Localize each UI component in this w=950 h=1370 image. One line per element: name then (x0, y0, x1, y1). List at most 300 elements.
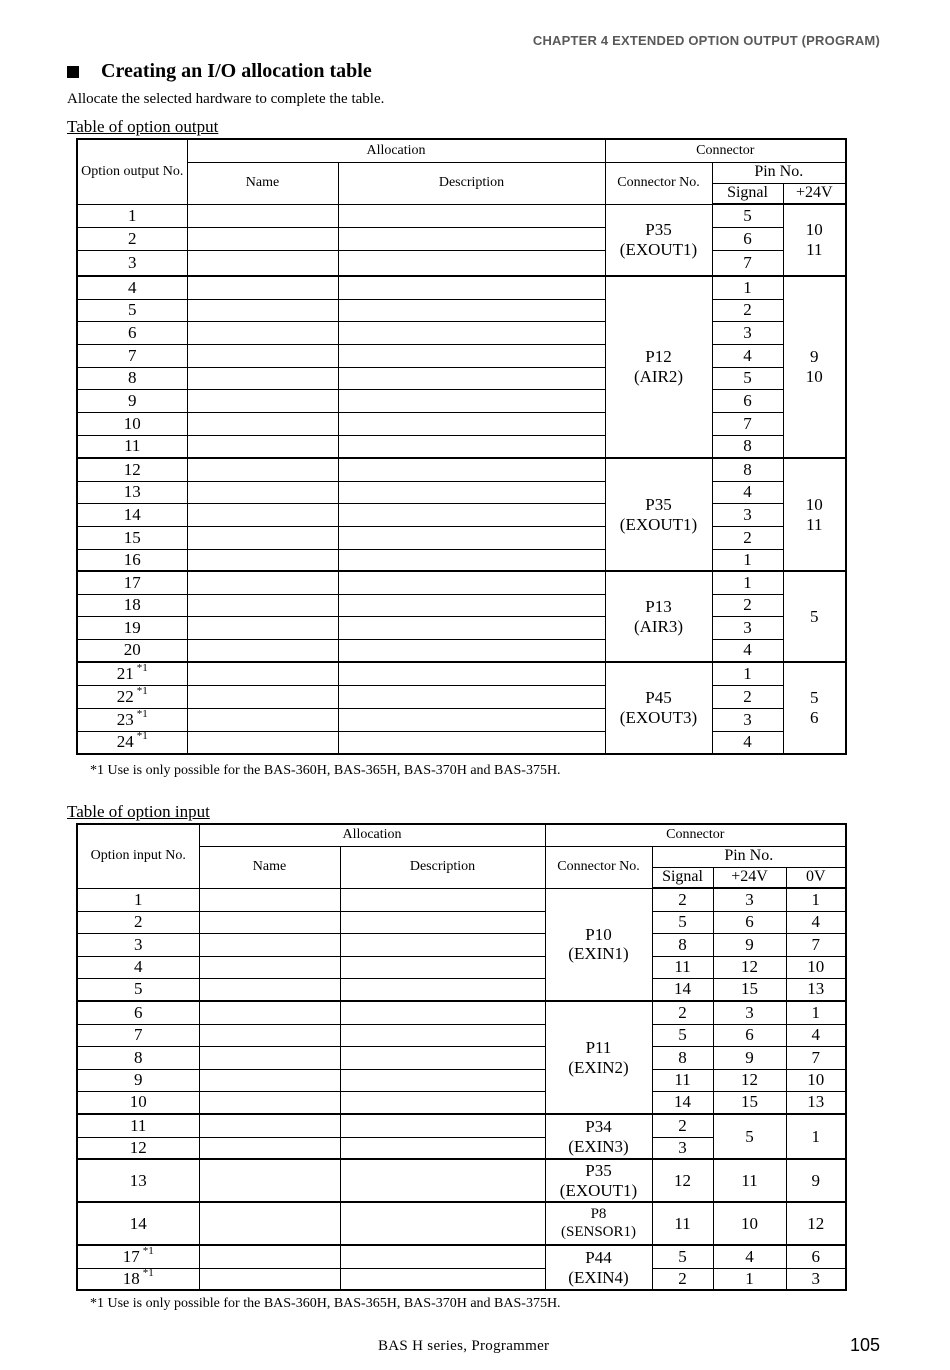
plus24v-pin: 10 (805, 367, 823, 386)
signal-pin-cell: 4 (712, 639, 783, 662)
name-cell[interactable] (199, 1046, 340, 1069)
signal-pin-cell: 5 (652, 1024, 713, 1046)
description-cell[interactable] (340, 911, 545, 933)
name-cell[interactable] (187, 685, 338, 708)
option-no-cell (77, 708, 187, 731)
table-row (77, 1091, 846, 1114)
zero-v-pin-cell: 1 (786, 888, 846, 911)
description-cell[interactable] (340, 1245, 545, 1268)
option-no: 14 (129, 1213, 147, 1233)
option-input-table (76, 823, 847, 1291)
description-cell[interactable] (338, 344, 605, 367)
plus24v-pin-cell (783, 204, 846, 276)
table-row (77, 571, 846, 594)
plus24v-pin-cell: 9 (713, 1046, 786, 1069)
name-cell[interactable] (187, 708, 338, 731)
table-row (77, 1268, 846, 1290)
connector-id: P11 (585, 1037, 612, 1057)
description-cell[interactable] (338, 367, 605, 389)
description-cell[interactable] (340, 1024, 545, 1046)
option-no-cell (77, 276, 187, 299)
header-connector-no: Connector No. (545, 846, 652, 888)
connector-id: P8 (590, 1206, 607, 1223)
description-cell[interactable] (340, 956, 545, 978)
footer-series: BAS H series, Programmer (378, 1338, 550, 1354)
table-row (77, 708, 846, 731)
plus24v-pin-cell: 6 (713, 911, 786, 933)
plus24v-pin-cell: 6 (713, 1024, 786, 1046)
plus24v-pin-cell: 11 (713, 1159, 786, 1202)
description-cell[interactable] (340, 1091, 545, 1114)
header-0v: 0V (786, 867, 846, 888)
option-no-cell (77, 978, 199, 1001)
signal-pin-cell: 4 (712, 481, 783, 503)
zero-v-pin-cell: 4 (786, 911, 846, 933)
signal-pin-cell: 6 (712, 227, 783, 250)
option-no: 17 (122, 1246, 140, 1266)
zero-v-pin-cell: 13 (786, 978, 846, 1001)
name-cell[interactable] (199, 1137, 340, 1159)
description-cell[interactable] (338, 458, 605, 481)
plus24v-pin-cell: 5 (713, 1114, 786, 1159)
description-cell[interactable] (340, 1202, 545, 1245)
name-cell[interactable] (199, 1069, 340, 1091)
signal-pin-cell: 11 (652, 956, 713, 978)
option-no: 18 (122, 1268, 140, 1288)
table-row (77, 616, 846, 639)
name-cell[interactable] (199, 1159, 340, 1202)
signal-pin-cell: 14 (652, 978, 713, 1001)
option-no-cell (77, 685, 187, 708)
description-cell[interactable] (340, 978, 545, 1001)
name-cell[interactable] (187, 299, 338, 321)
connector-label: (EXOUT3) (619, 708, 698, 727)
table-row (77, 276, 846, 299)
header-signal: Signal (712, 183, 783, 204)
signal-pin-cell: 8 (652, 1046, 713, 1069)
option-no: 6 (128, 322, 137, 342)
name-cell[interactable] (199, 888, 340, 911)
zero-v-pin-cell: 6 (786, 1245, 846, 1268)
option-no-cell (77, 911, 199, 933)
signal-pin-cell: 3 (712, 503, 783, 526)
zero-v-pin-cell: 4 (786, 1024, 846, 1046)
input-footnote: *1 Use is only possible for the BAS-360H, BAS-365H, BAS-370H and BAS-375H. (90, 1296, 561, 1311)
option-no: 18 (123, 595, 141, 615)
option-no-cell (77, 1114, 199, 1137)
zero-v-pin-cell: 10 (786, 1069, 846, 1091)
connector-label: (AIR2) (633, 367, 684, 386)
option-no: 1 (134, 889, 143, 909)
header-description: Description (338, 162, 605, 204)
option-no: 2 (128, 228, 137, 248)
plus24v-pin-cell (783, 276, 846, 458)
table-row (77, 481, 846, 503)
signal-pin-cell: 5 (712, 204, 783, 227)
option-no-cell (77, 1202, 199, 1245)
name-cell[interactable] (187, 526, 338, 549)
signal-pin-cell: 11 (652, 1202, 713, 1245)
option-no-cell (77, 731, 187, 754)
plus24v-pin-cell: 3 (713, 888, 786, 911)
input-table-body (77, 888, 846, 1290)
name-cell[interactable] (187, 616, 338, 639)
option-no-cell (77, 435, 187, 458)
table-row (77, 250, 846, 276)
option-no-cell (77, 549, 187, 571)
section-title: Creating an I/O allocation table (101, 60, 372, 82)
connector-id: P45 (645, 688, 672, 708)
description-cell[interactable] (338, 549, 605, 571)
option-no: 14 (123, 504, 141, 524)
option-no: 19 (123, 617, 141, 637)
description-cell[interactable] (340, 933, 545, 956)
option-no: 23 (116, 709, 134, 729)
footnote-mark: *1 (136, 662, 148, 674)
signal-pin-cell: 2 (712, 299, 783, 321)
table-row (77, 1159, 846, 1202)
option-no: 22 (116, 686, 134, 706)
option-no: 7 (128, 345, 137, 365)
description-cell[interactable] (338, 435, 605, 458)
name-cell[interactable] (199, 1024, 340, 1046)
footnote-mark: *1 (136, 685, 148, 697)
name-cell[interactable] (187, 367, 338, 389)
output-table-caption: Table of option output (67, 117, 219, 136)
table-row (77, 389, 846, 412)
connector-id: P12 (645, 347, 672, 367)
option-no: 13 (129, 1170, 147, 1190)
name-cell[interactable] (187, 571, 338, 594)
output-table-body (77, 204, 846, 754)
signal-pin-cell: 2 (712, 594, 783, 616)
table-row (77, 435, 846, 458)
option-no-cell (77, 250, 187, 276)
signal-pin-cell: 8 (712, 458, 783, 481)
description-cell[interactable] (338, 616, 605, 639)
description-cell[interactable] (338, 685, 605, 708)
option-no-cell (77, 227, 187, 250)
name-cell[interactable] (187, 549, 338, 571)
connector-id: P35 (585, 1160, 612, 1180)
plus24v-pin-cell (783, 458, 846, 571)
plus24v-pin-cell: 10 (713, 1202, 786, 1245)
option-no: 11 (130, 1115, 147, 1135)
signal-pin-cell: 2 (652, 1001, 713, 1024)
name-cell[interactable] (199, 1114, 340, 1137)
plus24v-pin: 9 (810, 347, 819, 367)
connector-id: P13 (645, 596, 672, 616)
connector-label: (EXOUT1) (559, 1180, 638, 1200)
zero-v-pin-cell: 10 (786, 956, 846, 978)
option-no: 4 (128, 277, 137, 297)
description-cell[interactable] (338, 276, 605, 299)
page-number: 105 (849, 1335, 880, 1355)
option-no: 1 (128, 205, 137, 225)
option-no: 3 (128, 252, 137, 272)
connector-id: P44 (585, 1247, 612, 1267)
option-no: 6 (134, 1002, 143, 1022)
name-cell[interactable] (199, 911, 340, 933)
connector-id: P35 (645, 494, 672, 514)
table-row (77, 1202, 846, 1245)
option-no: 9 (128, 390, 137, 410)
connector-label: (EXIN2) (568, 1057, 629, 1077)
option-no: 3 (134, 934, 143, 954)
signal-pin-cell: 1 (712, 571, 783, 594)
connector-no-cell (605, 662, 712, 754)
table-row (77, 321, 846, 344)
header-description: Description (340, 846, 545, 888)
header-connector: Connector (545, 824, 846, 846)
section-heading (67, 60, 372, 83)
connector-no-cell (545, 1159, 652, 1202)
option-no-cell (77, 1137, 199, 1159)
name-cell[interactable] (199, 933, 340, 956)
name-cell[interactable] (187, 321, 338, 344)
signal-pin-cell: 5 (652, 911, 713, 933)
table-row (77, 978, 846, 1001)
option-no: 10 (129, 1092, 147, 1112)
option-no: 17 (123, 572, 141, 592)
signal-pin-cell: 2 (652, 1114, 713, 1137)
name-cell[interactable] (187, 481, 338, 503)
description-cell[interactable] (340, 1114, 545, 1137)
name-cell[interactable] (199, 1001, 340, 1024)
name-cell[interactable] (187, 276, 338, 299)
signal-pin-cell: 4 (712, 344, 783, 367)
header-signal: Signal (652, 867, 713, 888)
footnote-mark: *1 (136, 731, 148, 743)
option-no-cell (77, 389, 187, 412)
table-row (77, 503, 846, 526)
option-output-table (76, 138, 847, 755)
description-cell[interactable] (338, 594, 605, 616)
name-cell[interactable] (187, 503, 338, 526)
option-no-cell (77, 1091, 199, 1114)
option-no: 12 (129, 1137, 147, 1157)
signal-pin-cell: 8 (712, 435, 783, 458)
signal-pin-cell: 6 (712, 389, 783, 412)
plus24v-pin-cell: 4 (713, 1245, 786, 1268)
header-name: Name (187, 162, 338, 204)
option-no: 5 (134, 979, 143, 999)
option-no-cell (77, 662, 187, 685)
description-cell[interactable] (338, 227, 605, 250)
table-row (77, 1024, 846, 1046)
header-plus24v: +24V (783, 183, 846, 204)
table-row (77, 911, 846, 933)
footnote-mark: *1 (136, 708, 148, 720)
connector-no-cell (545, 1202, 652, 1245)
table-row (77, 956, 846, 978)
description-cell[interactable] (340, 888, 545, 911)
name-cell[interactable] (187, 204, 338, 227)
table-row (77, 412, 846, 435)
option-no-cell (77, 1046, 199, 1069)
table-row (77, 888, 846, 911)
option-no: 16 (123, 549, 141, 569)
output-footnote: *1 Use is only possible for the BAS-360H, BAS-365H, BAS-370H and BAS-375H. (90, 763, 561, 778)
plus24v-pin: 11 (806, 514, 823, 534)
option-no-cell (77, 1024, 199, 1046)
header-option-no: Option output No. (77, 139, 187, 204)
option-no-cell (77, 458, 187, 481)
name-cell[interactable] (187, 639, 338, 662)
option-no-cell (77, 933, 199, 956)
description-cell[interactable] (338, 708, 605, 731)
zero-v-pin-cell: 7 (786, 1046, 846, 1069)
option-no-cell (77, 1159, 199, 1202)
signal-pin-cell: 3 (712, 616, 783, 639)
option-no-cell (77, 367, 187, 389)
option-no: 15 (123, 527, 141, 547)
signal-pin-cell: 5 (712, 367, 783, 389)
chapter-header: CHAPTER 4 EXTENDED OPTION OUTPUT (PROGRAM) (532, 33, 880, 48)
plus24v-pin: 10 (805, 494, 823, 514)
connector-id: P10 (585, 924, 612, 944)
description-cell[interactable] (338, 526, 605, 549)
name-cell[interactable] (187, 227, 338, 250)
name-cell[interactable] (187, 594, 338, 616)
option-no-cell (77, 299, 187, 321)
connector-no-cell (545, 888, 652, 1001)
description-cell[interactable] (338, 662, 605, 685)
name-cell[interactable] (187, 662, 338, 685)
name-cell[interactable] (187, 250, 338, 276)
option-no: 11 (124, 436, 141, 456)
description-cell[interactable] (338, 503, 605, 526)
footnote-mark: *1 (142, 1268, 154, 1279)
description-cell[interactable] (338, 571, 605, 594)
option-no-cell (77, 571, 187, 594)
signal-pin-cell: 7 (712, 412, 783, 435)
signal-pin-cell: 1 (712, 276, 783, 299)
table-row (77, 1069, 846, 1091)
signal-pin-cell: 12 (652, 1159, 713, 1202)
option-no: 9 (134, 1070, 143, 1090)
connector-id: P34 (585, 1116, 612, 1136)
zero-v-pin-cell: 3 (786, 1268, 846, 1290)
connector-label: (EXIN4) (568, 1267, 629, 1287)
signal-pin-cell: 14 (652, 1091, 713, 1114)
description-cell[interactable] (338, 731, 605, 754)
signal-pin-cell: 3 (712, 321, 783, 344)
zero-v-pin-cell: 9 (786, 1159, 846, 1202)
option-no-cell (77, 1001, 199, 1024)
description-cell[interactable] (338, 321, 605, 344)
table-row (77, 299, 846, 321)
header-allocation: Allocation (199, 824, 545, 846)
name-cell[interactable] (187, 731, 338, 754)
connector-label: (SENSOR1) (561, 1223, 637, 1240)
plus24v-pin-cell: 15 (713, 978, 786, 1001)
name-cell[interactable] (199, 1245, 340, 1268)
connector-no-cell (605, 276, 712, 458)
table-row (77, 526, 846, 549)
section-intro: Allocate the selected hardware to complete the table. (67, 91, 385, 107)
name-cell[interactable] (199, 1202, 340, 1245)
option-no-cell (77, 412, 187, 435)
footnote-mark: *1 (142, 1245, 154, 1257)
option-no: 10 (123, 413, 141, 433)
option-no: 7 (134, 1025, 143, 1045)
table-row (77, 204, 846, 227)
header-name: Name (199, 846, 340, 888)
name-cell[interactable] (187, 344, 338, 367)
connector-no-cell (605, 458, 712, 571)
input-table-caption: Table of option input (67, 802, 210, 821)
bullet-square-icon (67, 66, 79, 78)
name-cell[interactable] (187, 412, 338, 435)
description-cell[interactable] (338, 250, 605, 276)
signal-pin-cell: 8 (652, 933, 713, 956)
name-cell[interactable] (187, 435, 338, 458)
description-cell[interactable] (338, 389, 605, 412)
zero-v-pin-cell: 7 (786, 933, 846, 956)
name-cell[interactable] (199, 956, 340, 978)
description-cell[interactable] (340, 1137, 545, 1159)
table-row (77, 1114, 846, 1137)
option-no-cell (77, 481, 187, 503)
signal-pin-cell: 1 (712, 549, 783, 571)
option-no-cell (77, 594, 187, 616)
description-cell[interactable] (338, 639, 605, 662)
header-pin-no: Pin No. (652, 846, 846, 867)
table-row (77, 549, 846, 571)
description-cell[interactable] (338, 204, 605, 227)
description-cell[interactable] (340, 1069, 545, 1091)
signal-pin-cell: 2 (712, 526, 783, 549)
description-cell[interactable] (340, 1001, 545, 1024)
connector-no-cell (545, 1114, 652, 1159)
option-no-cell (77, 503, 187, 526)
option-no-cell (77, 616, 187, 639)
option-no-cell (77, 344, 187, 367)
plus24v-pin: 6 (810, 708, 819, 727)
name-cell[interactable] (199, 978, 340, 1001)
table-row (77, 685, 846, 708)
table-row (77, 1046, 846, 1069)
description-cell[interactable] (340, 1046, 545, 1069)
zero-v-pin-cell: 1 (786, 1001, 846, 1024)
name-cell[interactable] (199, 1091, 340, 1114)
signal-pin-cell: 4 (712, 731, 783, 754)
header-pin-no: Pin No. (712, 162, 846, 183)
zero-v-pin-cell: 1 (786, 1114, 846, 1159)
connector-label: (EXIN3) (568, 1136, 629, 1156)
option-no: 24 (116, 732, 134, 752)
signal-pin-cell: 1 (712, 662, 783, 685)
table-row (77, 458, 846, 481)
header-allocation: Allocation (187, 139, 605, 162)
description-cell[interactable] (338, 299, 605, 321)
description-cell[interactable] (338, 412, 605, 435)
table-row (77, 367, 846, 389)
name-cell[interactable] (199, 1268, 340, 1290)
name-cell[interactable] (187, 458, 338, 481)
option-no-cell (77, 1268, 199, 1290)
description-cell[interactable] (340, 1159, 545, 1202)
name-cell[interactable] (187, 389, 338, 412)
plus24v-pin: 5 (810, 688, 819, 708)
plus24v-pin-cell: 9 (713, 933, 786, 956)
table-row (77, 731, 846, 754)
option-no: 20 (123, 640, 141, 660)
description-cell[interactable] (338, 481, 605, 503)
description-cell[interactable] (340, 1268, 545, 1290)
plus24v-pin: 5 (810, 606, 819, 626)
